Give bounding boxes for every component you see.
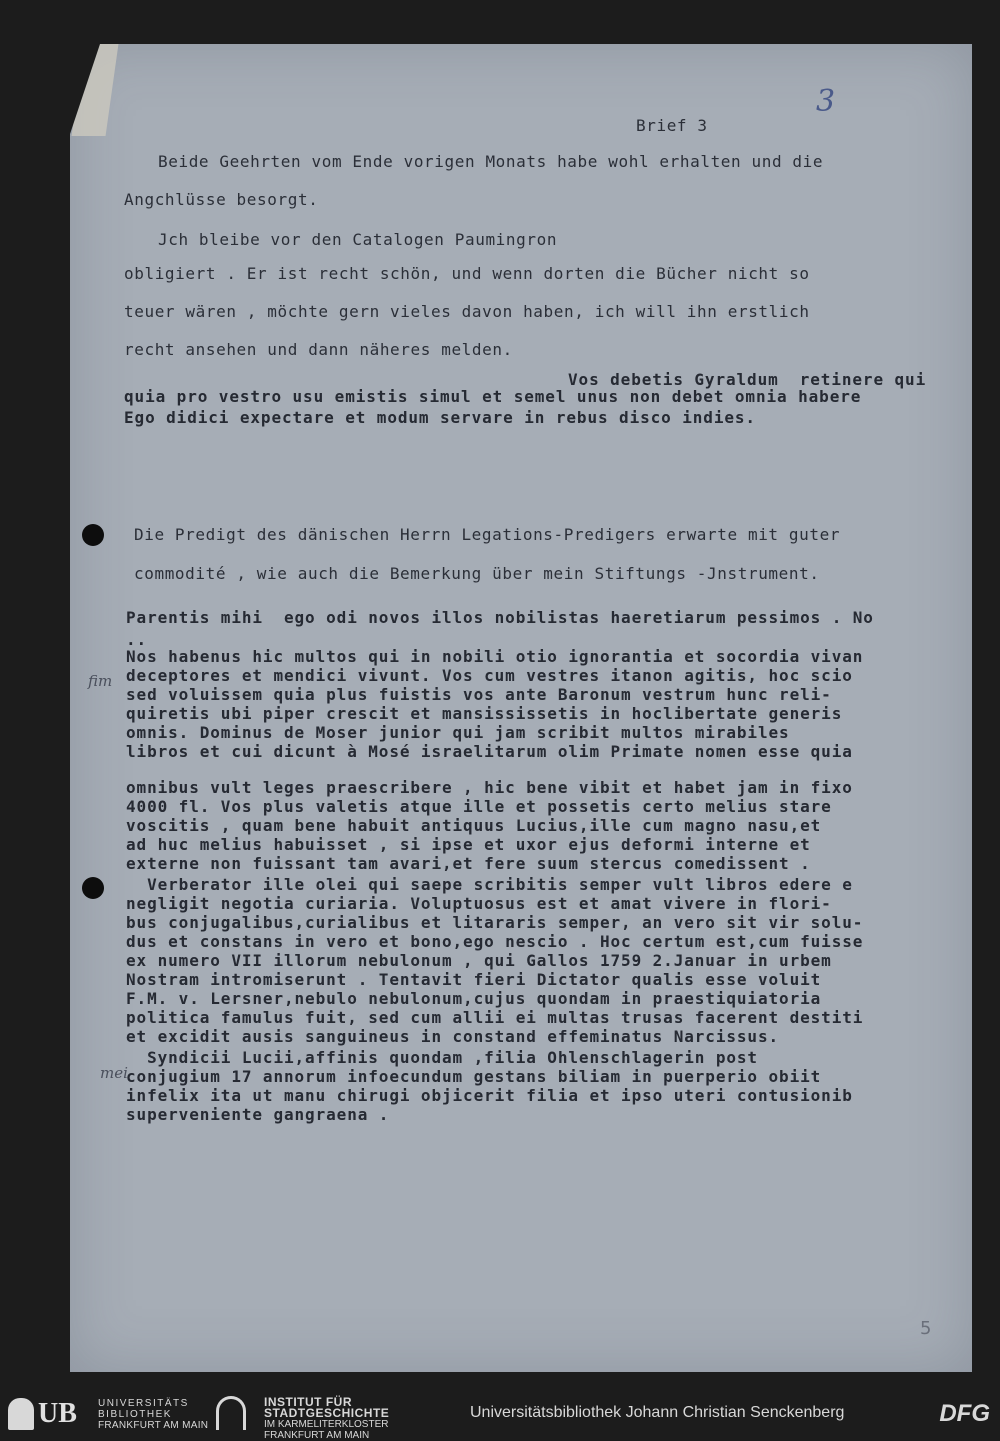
german-line-2: Angchlüsse besorgt. — [124, 190, 319, 209]
latin-3-line-6: Verberator ille olei qui saepe scribitis semper vult libros edere e — [126, 875, 853, 894]
ub-line-1: UNIVERSITÄTS — [98, 1398, 189, 1409]
latin-3-line-15: Syndicii Lucii,affinis quondam ,filia Ohlenschlagerin post — [126, 1048, 758, 1067]
latin-2-line-1: Parentis mihi ego odi novos illos nobilistas haeretiarum pessimos . No — [126, 608, 874, 627]
torn-corner — [70, 44, 100, 134]
latin-3-line-4: ad huc melius habuisset , si ipse et uxor ejus deformi interne et — [126, 835, 811, 854]
latin-3-line-10: ex numero VII illorum nebulonum , qui Gallos 1759 2.Januar in urbem — [126, 951, 832, 970]
ub-logo-text — [98, 1398, 208, 1431]
latin-2-line-5: sed voluissem quia plus fuistis vos ante Baronum vestrum hunc reli- — [126, 685, 832, 704]
latin-3-line-14: et excidit ausis sanguineus in constand effeminatus Narcissus. — [126, 1027, 780, 1046]
ub-line-3: FRANKFURT AM MAIN — [98, 1420, 209, 1431]
latin-1-line-2: quia pro vestro usu emistis simul et semel unus non debet omnia habere — [124, 387, 862, 406]
isg-line-1: INSTITUT FÜR — [264, 1395, 352, 1409]
german-line-4: obligiert . Er ist recht schön, und wenn dorten die Bücher nicht so — [124, 264, 810, 283]
german-2-line-1: Die Predigt des dänischen Herrn Legations-Predigers erwarte mit guter — [134, 525, 841, 544]
german-line-1: Beide Geehrten vom Ende vorigen Monats habe wohl erhalten und die — [158, 152, 824, 171]
german-line-3: Jch bleibe vor den Catalogen Paumingron — [158, 230, 558, 249]
ub-line-2: BIBLIOTHEK — [98, 1409, 172, 1420]
dfg-logo: DFG — [939, 1400, 990, 1427]
latin-3-line-13: politica famulus fuit, sed cum allii ei multas trusas facerent destiti — [126, 1008, 864, 1027]
latin-2-line-8: libros et cui dicunt à Mosé israelitarum olim Primate nomen esse quia — [126, 742, 853, 761]
pencil-number-mark: 3 — [816, 84, 836, 119]
footer-bar — [0, 1392, 1000, 1441]
latin-3-line-7: negligit negotia curiaria. Voluptuosus est et amat vivere in flori- — [126, 894, 832, 913]
latin-2-line-7: omnis. Dominus de Moser junior qui jam scribit multos mirabiles — [126, 723, 790, 742]
document-page — [70, 44, 972, 1372]
german-2-line-2: commodité , wie auch die Bemerkung über mein Stiftungs -Jnstrument. — [134, 564, 820, 583]
latin-3-line-1: omnibus vult leges praescribere , hic bene vibit et habet jam in fixo — [126, 778, 853, 797]
margin-note-2: mei — [100, 1064, 128, 1082]
latin-3-line-17: infelix ita ut manu chirugi objicerit filia et ipso uteri contusionib — [126, 1086, 853, 1105]
isg-line-2: STADTGESCHICHTE — [264, 1406, 390, 1420]
page-number: 5 — [920, 1318, 932, 1339]
ub-portrait-icon — [8, 1398, 34, 1430]
latin-1-line-3: Ego didici expectare et modum servare in rebus disco indies. — [124, 408, 756, 427]
latin-1-line-1: Vos debetis Gyraldum retinere qui — [568, 370, 927, 389]
latin-3-line-12: F.M. v. Lersner,nebulo nebulonum,cujus quondam in praestiquiatoria — [126, 989, 822, 1008]
isg-line-4: FRANKFURT AM MAIN — [264, 1430, 370, 1441]
punch-hole-bottom — [82, 877, 104, 899]
isg-line-3: IM KARMELITERKLOSTER — [264, 1419, 389, 1430]
latin-3-line-2: 4000 fl. Vos plus valetis atque ille et possetis certo melius stare — [126, 797, 832, 816]
ub-logo-letters: UB — [38, 1398, 77, 1429]
latin-2-line-4: deceptores et mendici vivunt. Vos cum vestres itanon agitis, hoc scio — [126, 666, 853, 685]
isg-arch-icon — [216, 1396, 246, 1430]
latin-3-line-8: bus conjugalibus,curialibus et litararis semper, an vero sit vir solu- — [126, 913, 864, 932]
latin-3-line-11: Nostram intromiserunt . Tentavit fieri Dictator qualis esse voluit — [126, 970, 822, 989]
latin-3-line-16: conjugium 17 annorum infoecundum gestans biliam in puerperio obiit — [126, 1067, 822, 1086]
latin-2-line-3: Nos habenus hic multos qui in nobili otio ignorantia et socordia vivan — [126, 647, 864, 666]
latin-3-line-9: dus et constans in vero et bono,ego nescio . Hoc certum est,cum fuisse — [126, 932, 864, 951]
latin-2-line-2: .. — [126, 630, 148, 649]
german-line-6: recht ansehen und dann näheres melden. — [124, 340, 513, 359]
margin-note-1: fim — [88, 672, 113, 690]
punch-hole-top — [82, 524, 104, 546]
latin-2-line-6: quiretis ubi piper crescit et mansississetis in hoclibertate generis — [126, 704, 843, 723]
letter-heading: Brief 3 — [636, 116, 708, 135]
latin-3-line-18: superveniente gangraena . — [126, 1105, 390, 1124]
german-line-5: teuer wären , möchte gern vieles davon haben, ich will ihn erstlich — [124, 302, 810, 321]
isg-logo-text — [264, 1397, 389, 1441]
latin-3-line-5: externe non fuissant tam avari,et fere suum stercus comedissent . — [126, 854, 811, 873]
latin-3-line-3: voscitis , quam bene habuit antiquus Lucius,ille cum magno nasu,et — [126, 816, 822, 835]
library-name: Universitätsbibliothek Johann Christian Senckenberg — [470, 1404, 845, 1421]
